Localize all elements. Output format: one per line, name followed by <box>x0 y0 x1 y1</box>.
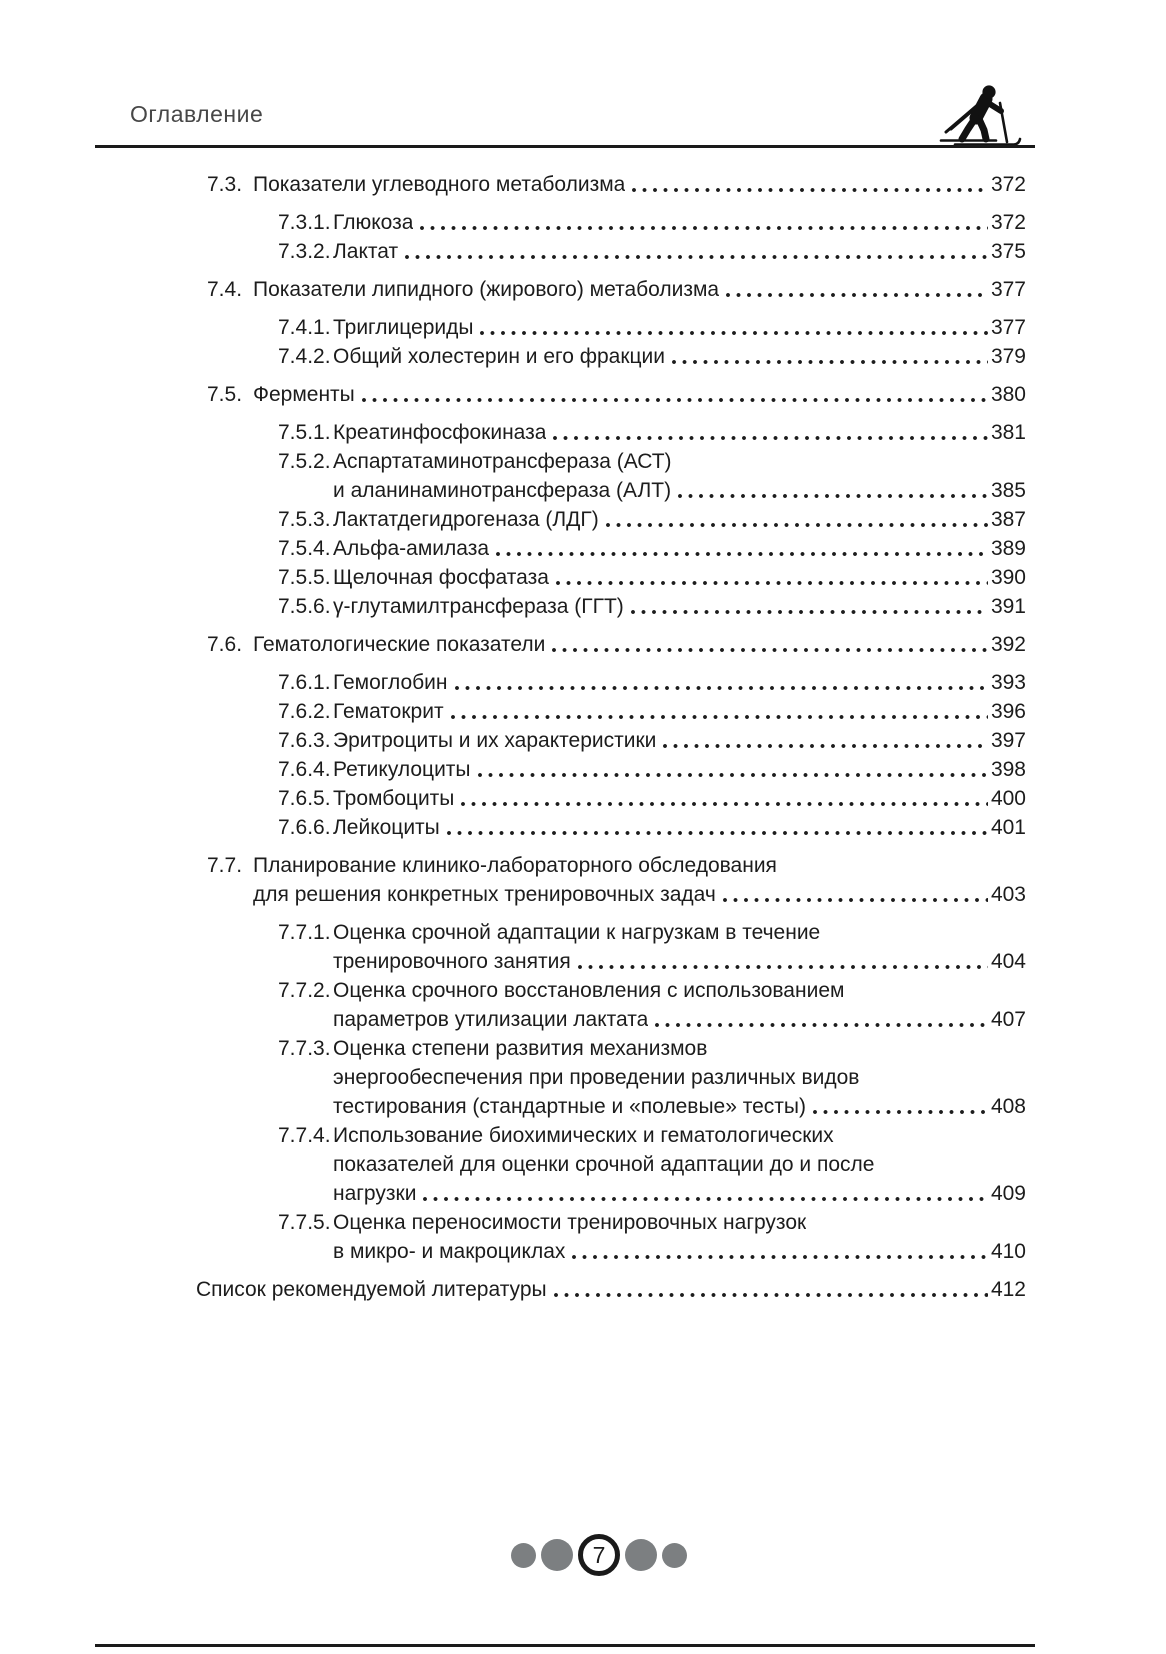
toc-page-number: 375 <box>990 240 1026 263</box>
toc-entry[interactable] <box>196 563 1026 592</box>
page-number: 7 <box>592 1541 606 1568</box>
dotted-leader <box>631 592 988 621</box>
toc-entry-title: γ-глутамилтрансфераза (ГГТ) <box>333 595 624 618</box>
toc-entry-title: Оценка переносимости тренировочных нагрузок <box>333 1211 807 1234</box>
toc-entry-title: Аспартатаминотрансфераза (АСТ) <box>333 450 672 473</box>
dotted-leader <box>480 313 987 342</box>
decorative-dot <box>511 1543 536 1568</box>
toc-entry[interactable] <box>196 534 1026 563</box>
toc-entry[interactable] <box>196 784 1026 813</box>
toc-entry[interactable] <box>196 380 1026 409</box>
toc-page-number: 392 <box>990 633 1026 656</box>
toc-entry-title: Гемоглобин <box>333 671 448 694</box>
dotted-leader <box>663 726 988 755</box>
toc-entry-title: Планирование клинико-лабораторного обследования <box>253 854 777 877</box>
toc-entry-number: 7.6.4. <box>278 758 331 781</box>
toc-page-number: 393 <box>990 671 1026 694</box>
toc-page-number: 380 <box>990 383 1026 406</box>
toc-entry-number: 7.7. <box>207 854 243 877</box>
toc-entry-title: Глюкоза <box>333 211 414 234</box>
toc-entry-title: Тромбоциты <box>333 787 455 810</box>
toc-page-number: 397 <box>990 729 1026 752</box>
footer-rule <box>95 1644 1035 1647</box>
toc-entry-title: Триглицериды <box>333 316 474 339</box>
toc-entry-title: Ферменты <box>253 383 355 406</box>
toc-entry-number: 7.6. <box>207 633 243 656</box>
toc-page-number: 410 <box>990 1240 1026 1263</box>
toc-page-number: 398 <box>990 758 1026 781</box>
header-rule <box>95 145 1035 148</box>
toc-entry[interactable] <box>196 668 1026 697</box>
dotted-leader <box>556 563 988 592</box>
toc-entry-number: 7.4.1. <box>278 316 331 339</box>
toc-page-number: 377 <box>990 278 1026 301</box>
toc-entry-number: 7.7.5. <box>278 1211 331 1234</box>
toc-entry[interactable] <box>196 313 1026 342</box>
toc-entry-number: 7.7.4. <box>278 1124 331 1147</box>
decorative-dot <box>662 1543 687 1568</box>
toc-entry-title: Лактатдегидрогеназа (ЛДГ) <box>333 508 599 531</box>
dotted-leader <box>552 630 988 659</box>
toc-entry[interactable] <box>196 630 1026 659</box>
toc-entry-title: Креатинфосфокиназа <box>333 421 547 444</box>
dotted-leader <box>813 1092 988 1121</box>
dotted-leader <box>553 418 988 447</box>
dotted-leader <box>496 534 988 563</box>
toc-entry-number: 7.5.1. <box>278 421 331 444</box>
toc-entry[interactable] <box>196 1208 1026 1237</box>
toc-page-number: 412 <box>990 1278 1026 1301</box>
toc-entry-title: Лейкоциты <box>333 816 440 839</box>
toc-entry-title: Щелочная фосфатаза <box>333 566 549 589</box>
toc-entry-title: Использование биохимических и гематологических <box>333 1124 834 1147</box>
toc-entry-title: Показатели липидного (жирового) метаболизма <box>253 278 720 301</box>
toc-entry-number: 7.3.2. <box>278 240 331 263</box>
toc-entry-title: тренировочного занятия <box>333 950 571 973</box>
toc-page-number: 409 <box>990 1182 1026 1205</box>
toc-entry-number: 7.6.3. <box>278 729 331 752</box>
decorative-dot <box>541 1539 573 1571</box>
toc-page-number: 403 <box>990 883 1026 906</box>
toc-entry-number: 7.5.3. <box>278 508 331 531</box>
toc-entry[interactable] <box>196 208 1026 237</box>
toc-entry-title: Альфа-амилаза <box>333 537 490 560</box>
toc-entry-number: 7.6.2. <box>278 700 331 723</box>
toc-entry-line[interactable] <box>196 1063 1026 1092</box>
page-number-badge <box>578 1534 620 1576</box>
toc-entry[interactable] <box>196 813 1026 842</box>
toc-entry-title: в микро- и макроциклах <box>333 1240 566 1263</box>
toc-page-number: 404 <box>990 950 1026 973</box>
toc-page-number: 387 <box>990 508 1026 531</box>
toc-entry[interactable] <box>196 851 1026 880</box>
toc-entry-number: 7.4. <box>207 278 243 301</box>
toc-page-number: 407 <box>990 1008 1026 1031</box>
toc-entry-line[interactable] <box>196 880 1026 909</box>
toc-page-number: 381 <box>990 421 1026 444</box>
toc-entry[interactable] <box>196 1034 1026 1063</box>
toc-entry-line[interactable] <box>196 1150 1026 1179</box>
toc-entry[interactable] <box>196 755 1026 784</box>
dotted-leader <box>420 208 988 237</box>
toc-entry-line[interactable] <box>196 947 1026 976</box>
toc-entry[interactable] <box>196 918 1026 947</box>
toc-entry-number: 7.5.4. <box>278 537 331 560</box>
toc-entry-number: 7.6.1. <box>278 671 331 694</box>
toc-entry[interactable] <box>196 976 1026 1005</box>
toc-entry-title: показателей для оценки срочной адаптации до и после <box>333 1153 875 1176</box>
table-of-contents <box>196 170 1026 1304</box>
toc-entry-title: для решения конкретных тренировочных задач <box>253 883 716 906</box>
toc-entry-title: тестирования (стандартные и «полевые» тесты) <box>333 1095 807 1118</box>
toc-entry-number: 7.5. <box>207 383 243 406</box>
toc-entry[interactable] <box>196 418 1026 447</box>
toc-entry-title: Эритроциты и их характеристики <box>333 729 657 752</box>
toc-entry-line[interactable] <box>196 1179 1026 1208</box>
dotted-leader <box>423 1179 988 1208</box>
toc-page-number: 389 <box>990 537 1026 560</box>
toc-entry-title: Список рекомендуемой литературы <box>196 1278 547 1301</box>
toc-entry-line[interactable] <box>196 1005 1026 1034</box>
toc-entry[interactable] <box>196 697 1026 726</box>
dotted-leader <box>447 813 988 842</box>
toc-entry[interactable] <box>196 237 1026 266</box>
dotted-leader <box>362 380 988 409</box>
toc-entry-line[interactable] <box>196 1092 1026 1121</box>
toc-page-number: 408 <box>990 1095 1026 1118</box>
toc-entry-title: Общий холестерин и его фракции <box>333 345 666 368</box>
toc-entry-title: Оценка степени развития механизмов <box>333 1037 708 1060</box>
dotted-leader <box>678 476 988 505</box>
dotted-leader <box>632 170 988 199</box>
toc-entry-title: Ретикулоциты <box>333 758 471 781</box>
toc-entry-line[interactable] <box>196 476 1026 505</box>
toc-entry[interactable] <box>196 505 1026 534</box>
toc-entry[interactable] <box>196 592 1026 621</box>
toc-entry[interactable] <box>196 275 1026 304</box>
dotted-leader <box>455 668 988 697</box>
dotted-leader <box>578 947 988 976</box>
toc-entry[interactable] <box>196 447 1026 476</box>
toc-entry-title: Лактат <box>333 240 399 263</box>
dotted-leader <box>723 880 988 909</box>
toc-entry-number: 7.3. <box>207 173 243 196</box>
dotted-leader <box>554 1275 988 1304</box>
dotted-leader <box>451 697 988 726</box>
toc-entry-title: параметров утилизации лактата <box>333 1008 649 1031</box>
toc-page-number: 390 <box>990 566 1026 589</box>
toc-entry-number: 7.6.5. <box>278 787 331 810</box>
dotted-leader <box>655 1005 988 1034</box>
toc-page-number: 385 <box>990 479 1026 502</box>
toc-entry-number: 7.4.2. <box>278 345 331 368</box>
toc-entry-number: 7.6.6. <box>278 816 331 839</box>
dotted-leader <box>405 237 988 266</box>
dotted-leader <box>572 1237 988 1266</box>
toc-entry-number: 7.5.2. <box>278 450 331 473</box>
toc-page-number: 401 <box>990 816 1026 839</box>
toc-entry-title: нагрузки <box>333 1182 417 1205</box>
toc-entry-title: энергообеспечения при проведении различных видов <box>333 1066 860 1089</box>
toc-page-number: 372 <box>990 173 1026 196</box>
toc-entry[interactable] <box>196 726 1026 755</box>
dotted-leader <box>726 275 988 304</box>
toc-entry-number: 7.7.3. <box>278 1037 331 1060</box>
toc-page-number: 377 <box>990 316 1026 339</box>
toc-entry-title: Гематологические показатели <box>253 633 546 656</box>
toc-entry[interactable] <box>196 1121 1026 1150</box>
toc-entry-number: 7.7.1. <box>278 921 331 944</box>
skier-icon <box>928 84 1028 147</box>
toc-entry-number: 7.3.1. <box>278 211 331 234</box>
toc-entry-title: и аланинаминотрансфераза (АЛТ) <box>333 479 672 502</box>
dotted-leader <box>606 505 988 534</box>
dotted-leader <box>461 784 988 813</box>
toc-entry-line[interactable] <box>196 1275 1026 1304</box>
toc-entry-number: 7.5.6. <box>278 595 331 618</box>
toc-page-number: 400 <box>990 787 1026 810</box>
toc-entry-title: Показатели углеводного метаболизма <box>253 173 626 196</box>
dotted-leader <box>478 755 988 784</box>
toc-page-number: 391 <box>990 595 1026 618</box>
toc-page-number: 379 <box>990 345 1026 368</box>
toc-entry-line[interactable] <box>196 1237 1026 1266</box>
toc-entry[interactable] <box>196 170 1026 199</box>
toc-entry-title: Оценка срочного восстановления с использованием <box>333 979 845 1002</box>
page-title: Оглавление <box>130 101 264 127</box>
toc-page-number: 372 <box>990 211 1026 234</box>
toc-entry-title: Гематокрит <box>333 700 444 723</box>
toc-entry-number: 7.5.5. <box>278 566 331 589</box>
toc-entry-title: Оценка срочной адаптации к нагрузкам в течение <box>333 921 821 944</box>
toc-page-number: 396 <box>990 700 1026 723</box>
toc-entry-number: 7.7.2. <box>278 979 331 1002</box>
decorative-dot <box>625 1539 657 1571</box>
toc-entry[interactable] <box>196 342 1026 371</box>
dotted-leader <box>672 342 988 371</box>
footer-pagination <box>16 1534 1166 1576</box>
